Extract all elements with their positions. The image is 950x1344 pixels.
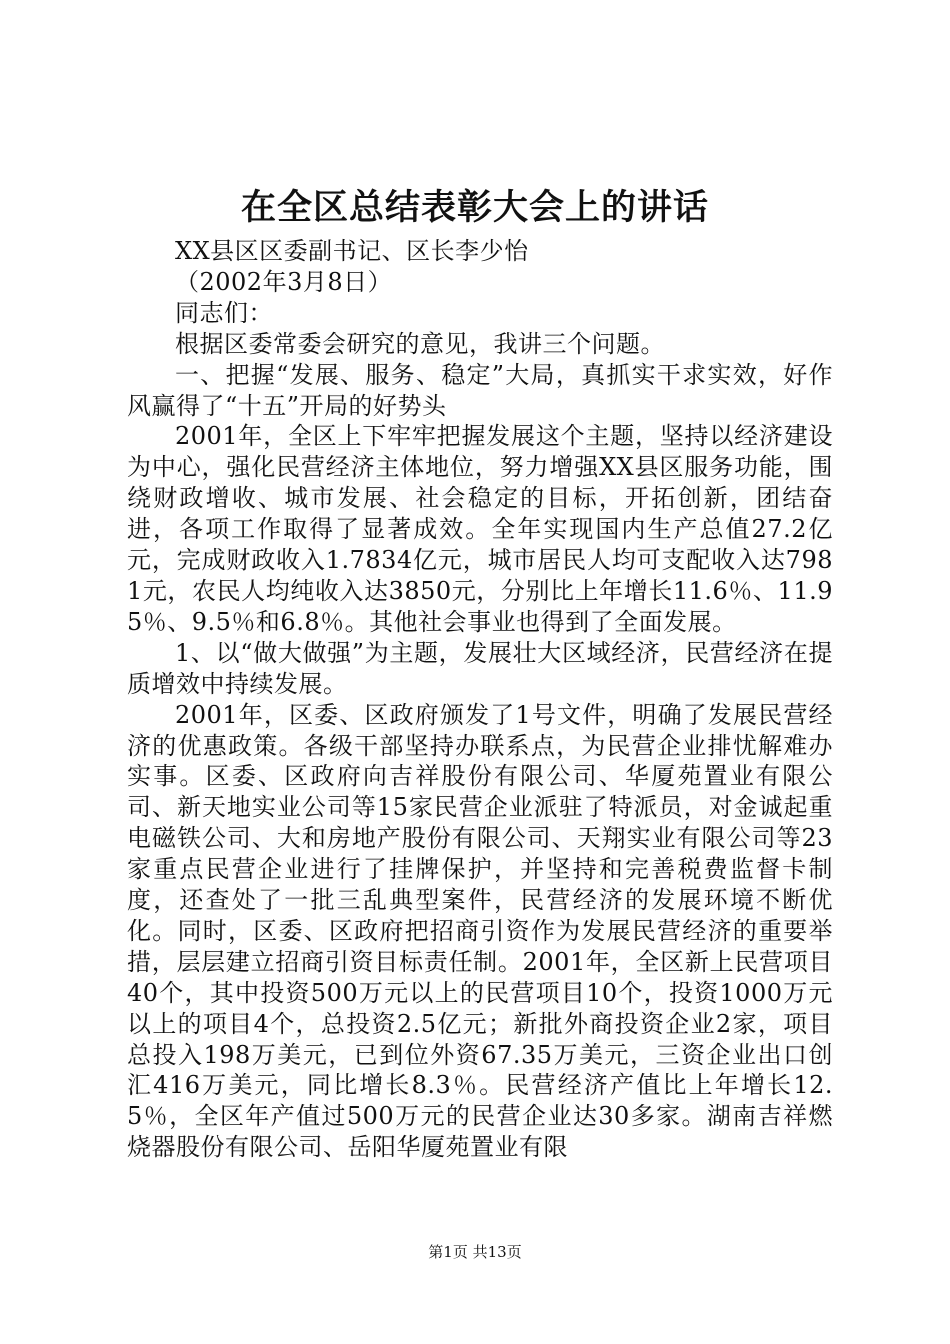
speaker-line: XX县区区委副书记、区长李少怡 bbox=[175, 237, 529, 265]
body-paragraph: 2001年，区委、区政府颁发了1号文件，明确了发展民营经济的优惠政策。各级干部坚持办联系点，为民营企业排忧解难办实事。区委、区政府向吉祥股份有限公司、华厦苑置业有限公司、新天地实业公司等15家民营企业派驻了特派员，对金诚起重电磁铁公司、大和房地产股份有限公司、天翔实业有限公司等23家重点民营企业进行了挂牌保护，并坚持和完善税费监督卡制度，还查处了一批三乱典型案件，民营经济的发展环境不断优化。同时，区委、区政府把招商引资作为发展民营经济的重要举措，层层建立招商引资目标责任制。2001年，全区新上民营项目40个，其中投资500万元以上的民营项目10个，投资1000万元以上的项目4个，总投资2.5亿元；新批外商投资企业2家，项目总投入198万美元，已到位外资67.35万美元，三资企业出口创汇416万美元，同比增长8.3％。民营经济产值比上年增长12.5％，全区年产值过500万元的民营企业达30多家。湖南吉祥燃烧器股份有限公司、岳阳华厦苑置业有限 bbox=[127, 700, 833, 1162]
document-title: 在全区总结表彰大会上的讲话 bbox=[240, 187, 709, 228]
subsection-heading-1: 1、以“做大做强”为主题，发展壮大区域经济，民营经济在提质增效中持续发展。 bbox=[127, 638, 833, 698]
intro-paragraph: 根据区委常委会研究的意见，我讲三个问题。 bbox=[175, 329, 665, 358]
document-body bbox=[127, 236, 833, 1163]
salutation: 同志们： bbox=[175, 298, 273, 327]
body-paragraph: 2001年，全区上下牢牢把握发展这个主题，坚持以经济建设为中心，强化民营经济主体地位，努力增强XX县区服务功能，围绕财政增收、城市发展、社会稳定的目标，开拓创新，团结奋进，各项工作取得了显著成效。全年实现国内生产总值27.2亿元，完成财政收入1.7834亿元，城市居民人均可支配收入达7981元，农民人均纯收入达3850元，分别比上年增长11.6％、11.95％、9.5％和6.8％。其他社会事业也得到了全面发展。 bbox=[127, 422, 833, 636]
date-line: （2002年3月8日） bbox=[175, 267, 393, 296]
section-heading-1: 一、把握“发展、服务、稳定”大局，真抓实干求实效，好作风赢得了“十五”开局的好势头 bbox=[127, 360, 833, 420]
page-number: 第1页 共13页 bbox=[428, 1243, 522, 1261]
